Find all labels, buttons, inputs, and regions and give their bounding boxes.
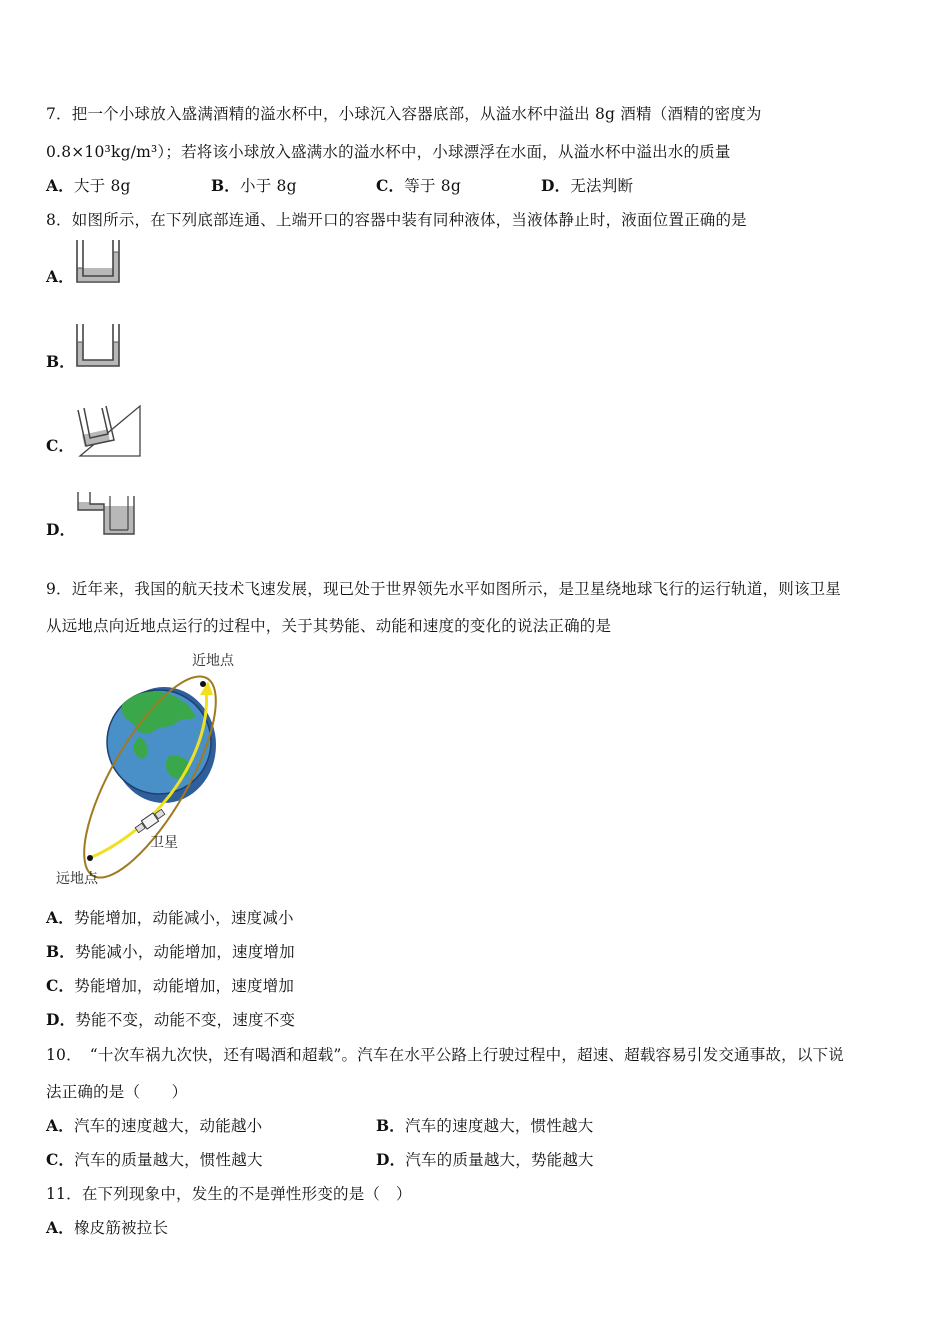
perigee-dot [200, 681, 206, 687]
q7-option-d[interactable]: D．无法判断 [541, 176, 634, 195]
q9-option-d[interactable]: D．势能不变，动能不变，速度不变 [46, 1010, 296, 1029]
q7-option-b[interactable]: B．小于 8g [211, 176, 297, 195]
q11-stem: 11．在下列现象中，发生的不是弹性形变的是（ ） [46, 1185, 412, 1203]
q7-stem-line1: 7．把一个小球放入盛满酒精的溢水杯中，小球沉入容器底部，从溢水杯中溢出 8g 酒精（酒精的密度为 [46, 105, 762, 123]
q9-stem-line2: 从远地点向近地点运行的过程中，关于其势能、动能和速度的变化的说法正确的是 [46, 617, 612, 635]
q10-stem-line2: 法正确的是（ ） [46, 1083, 188, 1101]
satellite-label: 卫星 [150, 835, 178, 851]
q9-option-a[interactable]: A．势能增加，动能减小，速度减小 [46, 908, 294, 927]
q10-option-d[interactable]: D．汽车的质量越大，势能越大 [376, 1150, 594, 1169]
q10-option-c[interactable]: C．汽车的质量越大，惯性越大 [46, 1150, 263, 1169]
q8-figure-a [74, 238, 122, 286]
q8-option-b[interactable]: B． [46, 352, 76, 371]
q10-option-b[interactable]: B．汽车的速度越大，惯性越大 [376, 1116, 594, 1135]
q8-figure-d [74, 490, 138, 536]
q8-figure-b [74, 322, 122, 370]
q8-option-a[interactable]: A． [46, 267, 74, 286]
apogee-dot [87, 855, 93, 861]
q9-stem-line1: 9．近年来，我国的航天技术飞速发展，现已处于世界领先水平如图所示，是卫星绕地球飞行的运行轨道，则该卫星 [46, 580, 842, 598]
q7-option-c[interactable]: C．等于 8g [376, 176, 461, 195]
perigee-label: 近地点 [192, 653, 234, 669]
q10-option-a[interactable]: A．汽车的速度越大，动能越小 [46, 1116, 263, 1135]
q9-option-c[interactable]: C．势能增加，动能增加，速度增加 [46, 976, 295, 995]
q8-figure-c [74, 404, 144, 460]
q8-option-c[interactable]: C． [46, 436, 75, 455]
q10-stem-line1: 10． “十次车祸九次快，还有喝酒和超载”。汽车在水平公路上行驶过程中，超速、超载容易引发交通事故，以下说 [46, 1046, 844, 1064]
q9-satellite-orbit-figure [50, 645, 250, 890]
q8-stem: 8．如图所示，在下列底部连通、上端开口的容器中装有同种液体，当液体静止时，液面位置正确的是 [46, 211, 747, 229]
q11-option-a[interactable]: A．橡皮筋被拉长 [46, 1218, 169, 1237]
q7-option-a[interactable]: A．大于 8g [46, 176, 131, 195]
q7-stem-line2: 0.8×10³kg/m³）；若将该小球放入盛满水的溢水杯中，小球漂浮在水面，从溢水杯中溢出水的质量 [46, 143, 731, 161]
apogee-label: 远地点 [56, 871, 98, 887]
q8-option-d[interactable]: D． [46, 520, 76, 539]
q9-option-b[interactable]: B．势能减小，动能增加，速度增加 [46, 942, 295, 961]
